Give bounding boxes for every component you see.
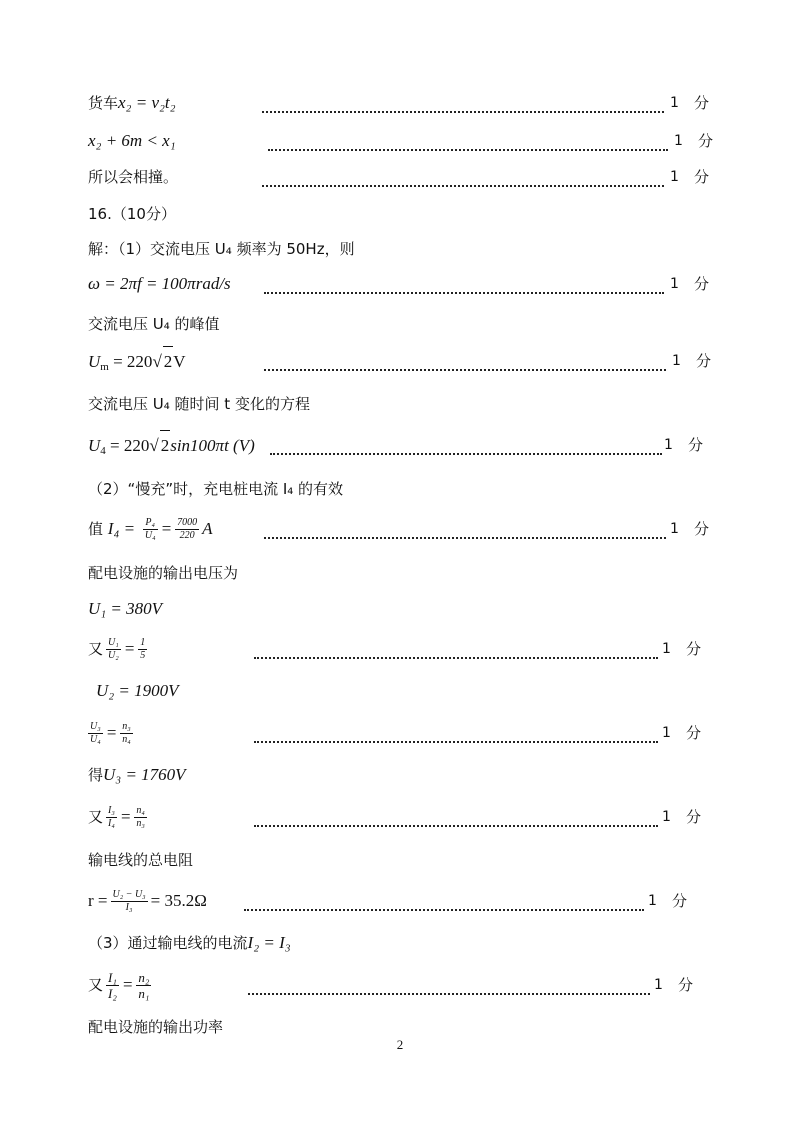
score-point: 1: [672, 353, 681, 369]
dot-leader: [264, 521, 666, 539]
line-peak-label: [0, 309, 800, 339]
score-unit: 分: [688, 436, 704, 454]
line-part-3: [0, 928, 800, 958]
i4-fraction-2: $\frac{7000}{220}$: [177, 517, 198, 541]
line-resistance: [0, 886, 800, 916]
dot-leader: [248, 977, 650, 995]
score-unit: 分: [686, 808, 702, 826]
dot-leader: [262, 95, 664, 113]
line-u2: [0, 676, 800, 706]
score-point: 1: [662, 809, 671, 825]
output-voltage-label: 配电设施的输出电压为: [88, 564, 239, 582]
voltage-ratio-1: 又 $\frac{\text{U₁}}{\text{U₂}}$ = $\frac{1}{5}$: [88, 637, 146, 661]
score-unit: 分: [694, 520, 710, 538]
question-16-header: 16.（10分）: [88, 205, 176, 223]
score-unit: 分: [678, 976, 694, 994]
score-unit: 分: [686, 724, 702, 742]
dot-leader: [262, 169, 664, 187]
score-unit: 分: [686, 640, 702, 658]
line-equation-label: [0, 389, 800, 419]
line-ratio-1: [0, 634, 800, 664]
line-u1: [0, 594, 800, 624]
i4-equation: 值 I₄ = $\frac{\text{P₄}}{\text{U₄}}$ = $\frac{7000}{220}$ A: [88, 517, 213, 541]
line-resistance-label: [0, 845, 800, 875]
score-unit: 分: [696, 352, 712, 370]
u4-time-equation: $U_4 = 220√$ 2sin100πt (V): [88, 430, 255, 466]
line-output-voltage: [0, 558, 800, 588]
score-point: 1: [654, 977, 663, 993]
score-point: 1: [648, 893, 657, 909]
line-omega: [0, 269, 800, 299]
line-conclusion: [0, 162, 800, 192]
score-unit: 分: [672, 892, 688, 910]
score-point: 1: [670, 95, 679, 111]
page-number: 2: [396, 1037, 404, 1052]
score-point: 1: [662, 641, 671, 657]
dot-leader: [264, 353, 666, 371]
line-truck-displacement: [0, 88, 800, 118]
conclusion-text: 所以会相撞。: [88, 168, 179, 186]
dot-leader: [254, 809, 658, 827]
resistance-equation: r = $\frac{\text{U₂ − U₃}}{\text{I₃}}$ = 35.2Ω: [88, 889, 207, 913]
line-question-header: [0, 199, 800, 229]
line-ratio-3: [0, 802, 800, 832]
score-point: 1: [670, 521, 679, 537]
resistance-label: 输电线的总电阻: [88, 851, 194, 869]
score-point: 1: [670, 169, 679, 185]
dot-leader: [268, 133, 668, 151]
line-ratio-4: [0, 970, 800, 1000]
score-point: 1: [670, 276, 679, 292]
part-3-label: （3）通过输电线的电流I₂ = I₃: [88, 933, 291, 952]
omega-equation: ω = 2πf = 100πrad/s: [88, 274, 231, 293]
truck-equation: 货车x₂ = v₂t₂: [88, 93, 176, 112]
line-solution-intro: [0, 234, 800, 264]
line-current-i4: [0, 514, 800, 544]
line-peak-value: [0, 346, 800, 376]
score-unit: 分: [698, 132, 714, 150]
score-unit: 分: [694, 168, 710, 186]
u3-result: 得U₃ = 1760V: [88, 765, 186, 784]
dot-leader: [264, 276, 664, 294]
score-point: 1: [662, 725, 671, 741]
current-ratio-4: 又 $\frac{\text{I₁}}{\text{I₂}}$ = $\frac{\text{n₂}}{\text{n₁}}$: [88, 970, 150, 1001]
i4-fraction-1: $\frac{\text{P₄}}{\text{U₄}}$: [144, 517, 156, 541]
score-unit: 分: [694, 275, 710, 293]
u2-equation: U₂ = 1900V: [96, 681, 179, 700]
line-slow-charge: [0, 474, 800, 504]
voltage-ratio-2: $\frac{\text{U₃}}{\text{U₄}}$ = $\frac{\text{n₃}}{\text{n₄}}$: [90, 721, 131, 745]
dot-leader: [254, 725, 658, 743]
peak-equation: $U_m = 220√$ 2V: [88, 346, 186, 382]
dot-leader: [270, 437, 662, 455]
score-point: 1: [664, 437, 673, 453]
line-u3: [0, 760, 800, 790]
line-comparison: [0, 126, 800, 156]
dot-leader: [244, 893, 644, 911]
equation-label: 交流电压 U₄ 随时间 t 变化的方程: [88, 395, 310, 413]
comparison-equation: x₂ + 6m < x₁: [88, 131, 176, 150]
current-ratio-3: 又 $\frac{\text{I₃}}{\text{I₄}}$ = $\frac{\text{n₄}}{\text{n₃}}$: [88, 805, 145, 829]
peak-label: 交流电压 U₄ 的峰值: [88, 315, 220, 333]
dot-leader: [254, 641, 658, 659]
line-u4-equation: [0, 430, 800, 460]
score-unit: 分: [694, 94, 710, 112]
solution-intro: 解：（1）交流电压 U₄ 频率为 50Hz，则: [88, 240, 355, 258]
line-ratio-2: [0, 718, 800, 748]
u1-equation: U₁ = 380V: [88, 599, 163, 618]
slow-charge-label: （2）“慢充”时，充电桩电流 I₄ 的有效: [88, 480, 344, 498]
output-power-label: 配电设施的输出功率: [88, 1018, 224, 1036]
score-point: 1: [674, 133, 683, 149]
